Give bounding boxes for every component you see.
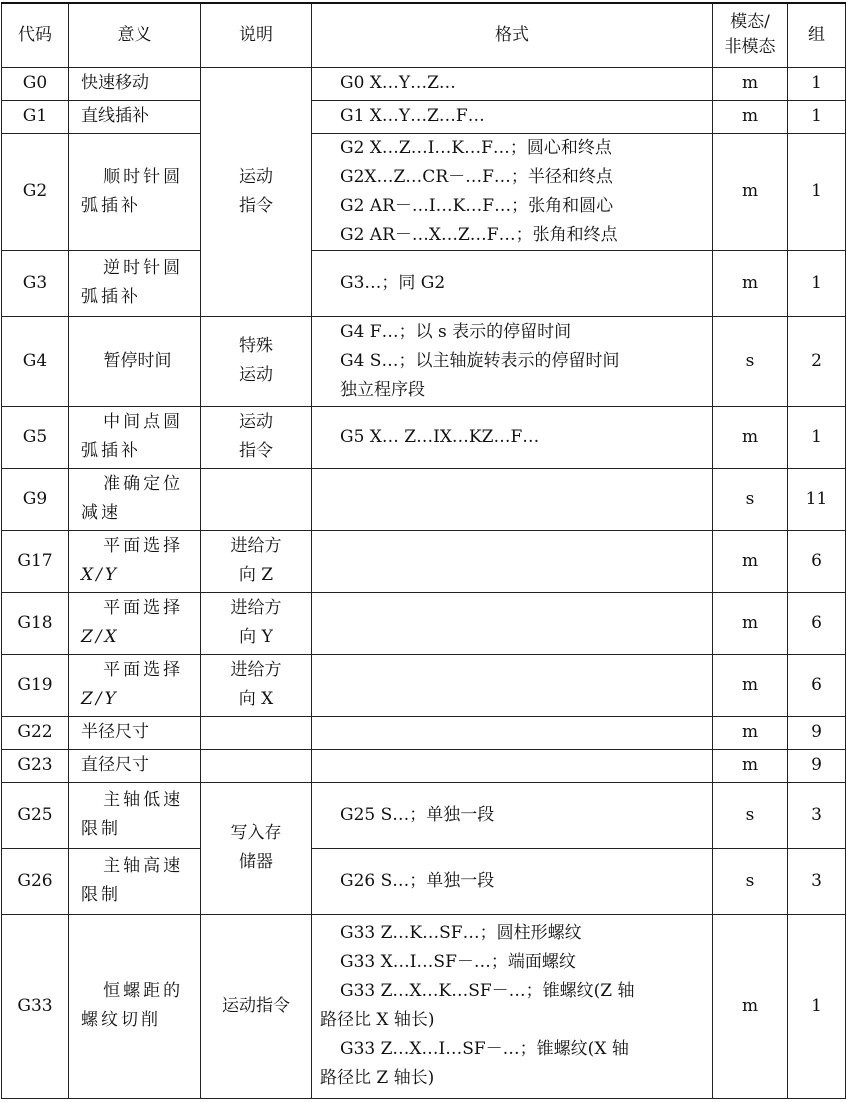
description-cell [201,782,312,914]
meaning-cell [69,848,201,914]
format-line: G5 X… Z…IX…KZ…F… [340,426,540,447]
meaning-cell [69,250,201,316]
meaning-cell [69,592,201,654]
modal-cell: m [713,530,788,592]
format-line: 独立程序段 [340,379,425,400]
meaning-line: X/Y [81,565,120,585]
meaning-line: 平面选择 [103,598,184,618]
format-line: G4 S…；以主轴旋转表示的停留时间 [340,350,620,371]
code-cell: G33 [2,914,69,1098]
table-row [2,468,846,530]
table-row [2,914,846,1098]
meaning-cell [69,133,201,250]
meaning-line: 弧插补 [81,287,141,307]
meaning-line: 准确定位 [103,474,184,494]
group-cell: 1 [788,406,846,468]
modal-cell: m [713,406,788,468]
meaning-line: 半径尺寸 [81,722,149,742]
format-line: G33 Z…K…SF…；圆柱形螺纹 [340,923,582,943]
meaning-line: 减速 [81,503,121,523]
description-line: 进给方 [230,598,282,618]
group-cell: 3 [788,848,846,914]
group-cell: 6 [788,654,846,716]
header-modal-line1: 模态/ [730,12,770,33]
meaning-cell [69,468,201,530]
meaning-cell [69,782,201,848]
format-line: 路径比 Z 轴长) [320,1068,435,1088]
modal-cell: m [713,133,788,250]
meaning-cell [69,654,201,716]
meaning-line: 限制 [81,885,121,905]
description-cell [201,914,312,1098]
meaning-line: 逆时针圆 [103,258,184,278]
description-cell [201,716,312,749]
modal-cell: m [713,592,788,654]
format-cell [312,654,713,716]
meaning-line: 弧插补 [81,195,141,216]
description-line: 储器 [239,852,273,872]
meaning-line: 弧插补 [81,441,141,461]
format-cell [312,749,713,782]
format-line: G1 X…Y…Z…F… [340,106,485,126]
table-row [2,848,846,914]
table-row [2,654,846,716]
group-cell: 6 [788,530,846,592]
header-modal [713,3,788,67]
group-cell: 2 [788,316,846,406]
code-cell: G23 [2,749,69,782]
code-cell: G25 [2,782,69,848]
group-cell: 1 [788,250,846,316]
format-cell [312,468,713,530]
group-cell: 1 [788,133,846,250]
description-line: 写入存 [230,823,282,843]
description-cell [201,530,312,592]
code-cell: G17 [2,530,69,592]
meaning-cell [69,316,201,406]
format-cell [312,914,713,1098]
code-cell: G1 [2,100,69,133]
code-cell: G22 [2,716,69,749]
header-modal-line2: 非模态 [724,37,776,58]
table-row [2,133,846,250]
group-cell: 3 [788,782,846,848]
meaning-line: 暂停时间 [103,350,172,371]
gcode-table [1,2,846,1099]
meaning-line: 直径尺寸 [81,755,149,775]
table-row [2,316,846,406]
modal-cell: m [713,914,788,1098]
format-cell [312,406,713,468]
header-code: 代码 [2,3,69,67]
meaning-cell [69,406,201,468]
table-row [2,749,846,782]
meaning-cell [69,716,201,749]
group-cell: 1 [788,914,846,1098]
code-cell: G3 [2,250,69,316]
code-cell: G18 [2,592,69,654]
header-group: 组 [788,3,846,67]
group-cell: 1 [788,100,846,133]
format-line: G4 F…；以 s 表示的停留时间 [340,321,572,342]
format-cell [312,316,713,406]
meaning-line: 快速移动 [81,73,149,93]
modal-cell: s [713,316,788,406]
description-cell [201,468,312,530]
code-cell: G5 [2,406,69,468]
format-line: G3…；同 G2 [340,272,446,293]
meaning-line: 直线插补 [81,106,149,126]
format-line: G25 S…；单独一段 [340,804,495,825]
description-line: 向 X [238,689,274,709]
format-cell [312,530,713,592]
format-line: G2 AR－…X…Z…F…；张角和终点 [340,224,618,245]
meaning-cell [69,914,201,1098]
description-line: 特殊 [239,336,273,356]
header-meaning: 意义 [69,3,201,67]
description-line: 向 Z [238,565,274,585]
description-cell [201,406,312,468]
meaning-line: 螺纹切削 [81,1010,161,1030]
table-row [2,406,846,468]
code-cell: G0 [2,67,69,100]
description-line: 向 Y [239,627,273,647]
description-line: 运动 [239,412,273,432]
meaning-line: 中间点圆 [103,412,184,432]
code-cell: G26 [2,848,69,914]
meaning-line: 主轴低速 [103,790,184,810]
header-description: 说明 [201,3,312,67]
format-line: G33 Z…X…K…SF－…；锥螺纹(Z 轴 [340,981,635,1001]
meaning-cell [69,749,201,782]
format-line: G2 X…Z…I…K…F…；圆心和终点 [340,137,612,158]
modal-cell: m [713,100,788,133]
format-cell [312,250,713,316]
table-row [2,592,846,654]
modal-cell: m [713,67,788,100]
modal-cell: m [713,654,788,716]
table-row [2,250,846,316]
format-cell [312,848,713,914]
description-cell [201,316,312,406]
format-cell [312,716,713,749]
group-cell: 9 [788,716,846,749]
description-line: 进给方 [230,660,282,680]
table-row [2,782,846,848]
format-line: G2X…Z…CR－…F…；半径和终点 [340,166,613,187]
group-cell: 11 [788,468,846,530]
format-line: G0 X…Y…Z… [340,73,456,93]
modal-cell: s [713,468,788,530]
header-row [2,3,846,67]
format-line: 路径比 X 轴长) [320,1010,435,1030]
meaning-line: 主轴高速 [103,856,184,876]
code-cell: G19 [2,654,69,716]
modal-cell: m [713,250,788,316]
table-row [2,716,846,749]
group-cell: 9 [788,749,846,782]
description-line: 指令 [239,195,273,216]
meaning-line: 顺时针圆 [103,166,184,187]
code-cell: G9 [2,468,69,530]
format-line: G33 X…I…SF－…；端面螺纹 [340,952,576,972]
meaning-cell [69,530,201,592]
modal-cell: s [713,782,788,848]
description-line: 运动指令 [222,995,290,1016]
description-line: 运动 [239,166,273,187]
format-line: G33 Z…X…I…SF－…；锥螺纹(X 轴 [340,1039,629,1059]
meaning-cell [69,67,201,100]
format-cell [312,100,713,133]
meaning-line: 限制 [81,819,121,839]
format-line: G2 AR－…I…K…F…；张角和圆心 [340,195,614,216]
format-line: G26 S…；单独一段 [340,870,495,891]
meaning-cell [69,100,201,133]
group-cell: 6 [788,592,846,654]
table-row [2,67,846,100]
modal-cell: m [713,749,788,782]
meaning-line: 平面选择 [103,660,184,680]
code-cell: G4 [2,316,69,406]
format-cell [312,782,713,848]
description-line: 指令 [239,441,273,461]
meaning-line: Z/Y [81,689,119,709]
format-cell [312,133,713,250]
header-format: 格式 [312,3,713,67]
meaning-line: 恒螺距的 [103,981,184,1001]
meaning-line: 平面选择 [103,536,184,556]
description-line: 运动 [239,365,273,385]
code-cell: G2 [2,133,69,250]
meaning-line: Z/X [81,627,120,647]
description-cell [201,592,312,654]
description-cell [201,67,312,316]
description-cell [201,654,312,716]
group-cell: 1 [788,67,846,100]
description-line: 进给方 [230,536,282,556]
modal-cell: m [713,716,788,749]
format-cell [312,592,713,654]
format-cell [312,67,713,100]
table-row [2,530,846,592]
modal-cell: s [713,848,788,914]
description-cell [201,749,312,782]
table-row [2,100,846,133]
